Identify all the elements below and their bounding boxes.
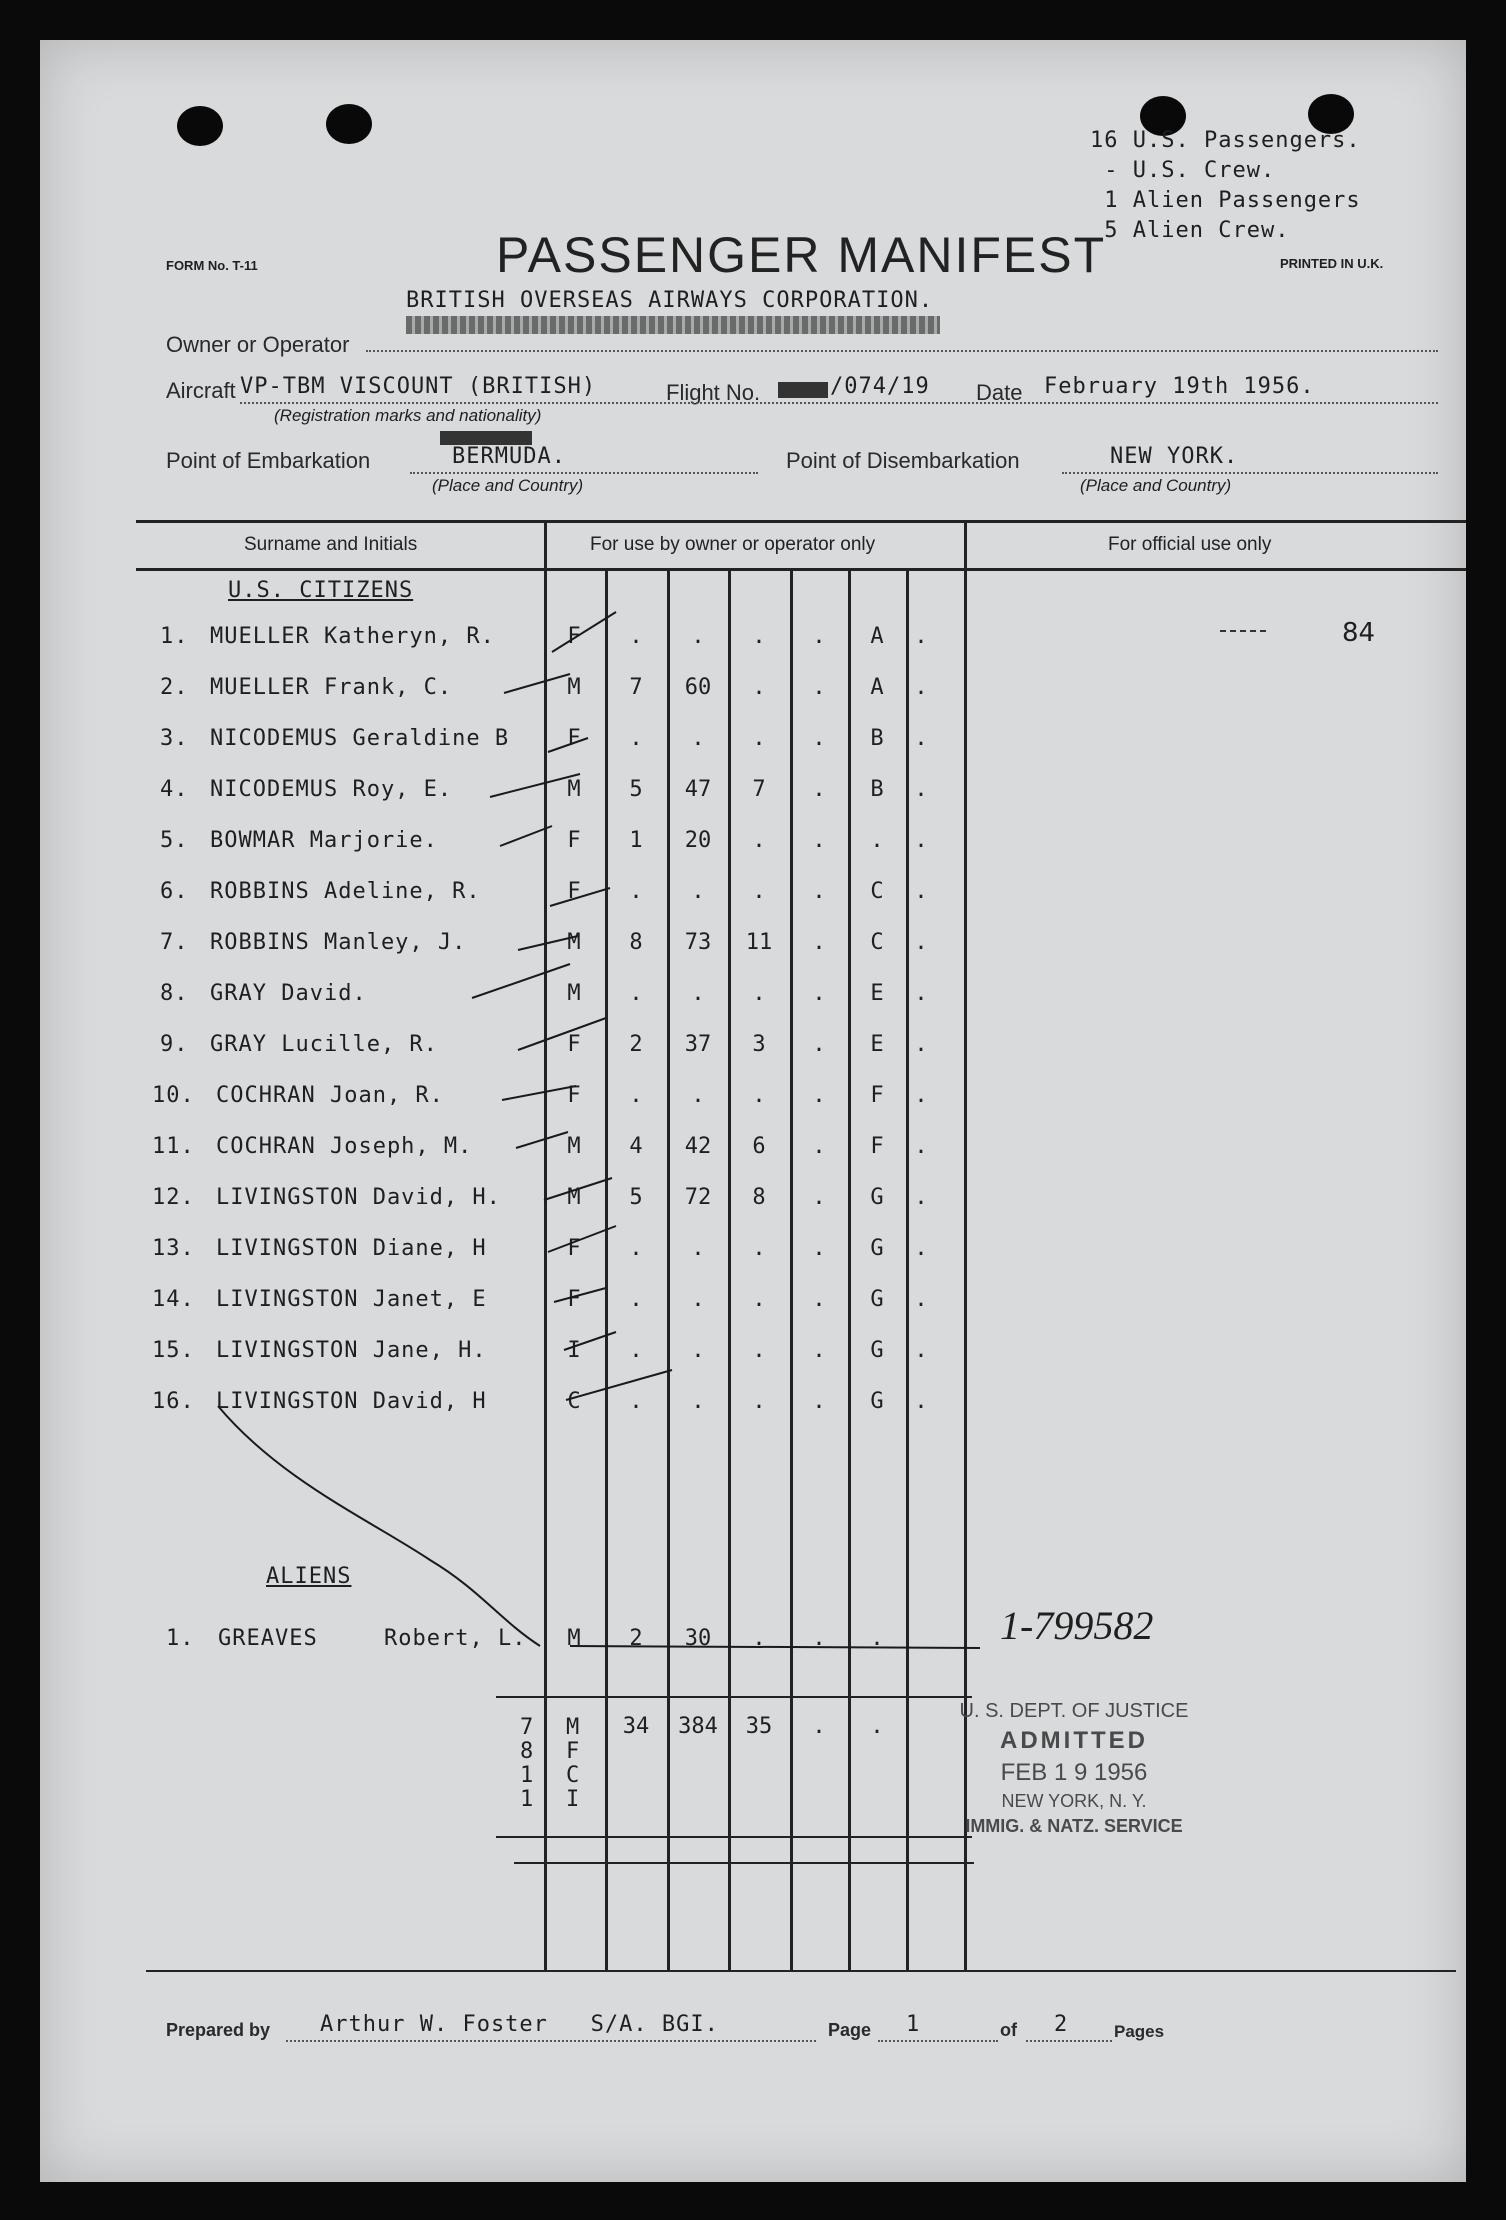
- page-label: Page: [828, 2020, 872, 2040]
- totals-bottom-rule: [496, 1836, 972, 1838]
- row-number: 6.: [160, 879, 189, 904]
- owner-value: BRITISH OVERSEAS AIRWAYS CORPORATION.: [406, 288, 934, 313]
- passenger-name: ROBBINS Adeline, R.: [210, 879, 481, 904]
- row-c1: .: [629, 981, 643, 1006]
- header-official-use: For official use only: [1108, 534, 1272, 555]
- count-label: U.S. Passengers.: [1132, 128, 1361, 153]
- row-c1: 8: [629, 930, 643, 955]
- row-grp: A: [870, 675, 884, 700]
- row-tick: .: [914, 1134, 928, 1159]
- row-c4: .: [812, 1185, 826, 1210]
- row-number: 1.: [160, 624, 189, 649]
- row-c2: 73: [684, 930, 712, 955]
- row-c3: .: [752, 879, 766, 904]
- row-number: 13.: [152, 1236, 195, 1261]
- alien-c1: 2: [629, 1626, 643, 1651]
- row-c2: 37: [684, 1032, 712, 1057]
- row-grp: G: [870, 1389, 884, 1414]
- embark-note: (Place and Country): [432, 476, 584, 495]
- row-sex: M: [567, 930, 581, 955]
- row-sex: M: [567, 675, 581, 700]
- section-aliens: ALIENS: [266, 1564, 352, 1589]
- alien-number: 1.: [166, 1626, 195, 1651]
- page-line: [878, 2040, 998, 2042]
- total-code: I: [566, 1787, 581, 1812]
- stamp-line: IMMIG. & NATZ. SERVICE: [965, 1816, 1183, 1836]
- alien-c2: 30: [684, 1626, 712, 1651]
- row-c3: 11: [745, 930, 773, 955]
- totals-codes: [566, 1716, 580, 1812]
- row-tick: .: [914, 828, 928, 853]
- row-tick: .: [914, 879, 928, 904]
- owner-label: Owner or Operator: [166, 332, 350, 357]
- row-c4: .: [812, 777, 826, 802]
- passenger-name: NICODEMUS Geraldine B: [210, 726, 510, 751]
- count-label: Alien Crew.: [1132, 218, 1290, 243]
- stamp-line: ADMITTED: [1000, 1727, 1148, 1754]
- total-c1: 34: [622, 1714, 650, 1739]
- row-tick: .: [914, 1287, 928, 1312]
- row-c1: 7: [629, 675, 643, 700]
- row-c4: .: [812, 726, 826, 751]
- embark-label: Point of Embarkation: [166, 448, 371, 473]
- row-c1: .: [629, 1236, 643, 1261]
- total-c4: .: [812, 1714, 826, 1739]
- flight-value: /074/19: [830, 374, 930, 399]
- row-c4: .: [812, 1236, 826, 1261]
- row-sex: I: [567, 1338, 581, 1363]
- row-number: 7.: [160, 930, 189, 955]
- row-c2: .: [691, 879, 705, 904]
- row-sex: M: [567, 777, 581, 802]
- row-c4: .: [812, 1338, 826, 1363]
- embark-value: BERMUDA.: [452, 444, 566, 469]
- stamp-line: FEB 1 9 1956: [1000, 1759, 1148, 1786]
- passenger-name: GRAY David.: [210, 981, 367, 1006]
- row-c3: 8: [752, 1185, 766, 1210]
- row-grp: .: [870, 828, 884, 853]
- row-sex: F: [567, 624, 581, 649]
- row-c3: .: [752, 675, 766, 700]
- row-c4: .: [812, 930, 826, 955]
- aircraft-note: (Registration marks and nationality): [274, 406, 542, 425]
- row-grp: B: [870, 777, 884, 802]
- row-c4: .: [812, 1032, 826, 1057]
- row-c1: .: [629, 879, 643, 904]
- row-grp: C: [870, 879, 884, 904]
- passenger-name: BOWMAR Marjorie.: [210, 828, 438, 853]
- row-sex: F: [567, 828, 581, 853]
- row-c4: .: [812, 1134, 826, 1159]
- row-c2: .: [691, 1083, 705, 1108]
- alien-given: Robert, L.: [384, 1626, 527, 1651]
- total-count: 7: [520, 1715, 535, 1740]
- total-code: F: [566, 1739, 581, 1764]
- row-tick: .: [914, 1032, 928, 1057]
- row-c1: .: [629, 624, 643, 649]
- row-c3: .: [752, 1083, 766, 1108]
- stamp-line: NEW YORK, N. Y.: [1001, 1791, 1147, 1811]
- row-c1: 5: [629, 777, 643, 802]
- row-tick: .: [914, 1389, 928, 1414]
- stamp-line: U. S. DEPT. OF JUSTICE: [959, 1700, 1189, 1722]
- row-tick: .: [914, 675, 928, 700]
- row-grp: G: [870, 1236, 884, 1261]
- row-number: 9.: [160, 1032, 189, 1057]
- row-c1: .: [629, 726, 643, 751]
- section-us-citizens: U.S. CITIZENS: [228, 578, 414, 603]
- passenger-name: MUELLER Katheryn, R.: [210, 624, 495, 649]
- row-sex: M: [567, 1185, 581, 1210]
- of-label: of: [1000, 2020, 1017, 2040]
- row-c1: .: [629, 1338, 643, 1363]
- passenger-name: LIVINGSTON Janet, E: [216, 1287, 487, 1312]
- header-surname: Surname and Initials: [244, 534, 418, 555]
- row-grp: B: [870, 726, 884, 751]
- pages-label: Pages: [1114, 2022, 1165, 2041]
- row-c3: 6: [752, 1134, 766, 1159]
- row-c3: .: [752, 1338, 766, 1363]
- row-tick: .: [914, 1236, 928, 1261]
- row-c2: .: [691, 1338, 705, 1363]
- row-c2: .: [691, 1389, 705, 1414]
- row-sex: F: [567, 1287, 581, 1312]
- alien-c4: .: [812, 1626, 826, 1651]
- prepared-label: Prepared by: [166, 2020, 271, 2040]
- row-c1: .: [629, 1083, 643, 1108]
- row-c3: .: [752, 828, 766, 853]
- row-c2: 20: [684, 828, 712, 853]
- totals-counts: [520, 1716, 534, 1812]
- row-tick: .: [914, 1083, 928, 1108]
- row-sex: C: [567, 1389, 581, 1414]
- form-number: FORM No. T-11: [166, 258, 258, 273]
- row-grp: C: [870, 930, 884, 955]
- row-grp: F: [870, 1134, 884, 1159]
- page-value: 1: [906, 2012, 921, 2037]
- passenger-name: LIVINGSTON Jane, H.: [216, 1338, 487, 1363]
- row-c3: .: [752, 726, 766, 751]
- totals-top-rule: [496, 1696, 972, 1698]
- row-number: 3.: [160, 726, 189, 751]
- row-c2: .: [691, 726, 705, 751]
- admission-stamp: [914, 1700, 1234, 1837]
- alien-c3: .: [752, 1626, 766, 1651]
- aircraft-label: Aircraft: [166, 378, 236, 403]
- row-c2: 42: [684, 1134, 712, 1159]
- row-c4: .: [812, 981, 826, 1006]
- passenger-name: LIVINGSTON David, H.: [216, 1185, 501, 1210]
- passenger-name: LIVINGSTON Diane, H: [216, 1236, 487, 1261]
- passenger-name: COCHRAN Joan, R.: [216, 1083, 444, 1108]
- row-c2: .: [691, 1287, 705, 1312]
- printed-in: PRINTED IN U.K.: [1280, 256, 1384, 271]
- row-c2: 47: [684, 777, 712, 802]
- row-sex: F: [567, 1236, 581, 1261]
- passenger-name: COCHRAN Joseph, M.: [216, 1134, 473, 1159]
- row-c4: .: [812, 828, 826, 853]
- row-tick: .: [914, 1185, 928, 1210]
- row-sex: F: [567, 879, 581, 904]
- aircraft-value: VP-TBM VISCOUNT (BRITISH): [240, 374, 597, 399]
- row-sex: M: [567, 981, 581, 1006]
- count-label: Alien Passengers: [1132, 188, 1361, 213]
- disembark-label: Point of Disembarkation: [786, 448, 1020, 473]
- row-c3: .: [752, 624, 766, 649]
- flight-label: Flight No.: [666, 380, 761, 405]
- row-number: 15.: [152, 1338, 195, 1363]
- total-code: M: [566, 1715, 581, 1740]
- official-mark: 84: [1342, 618, 1376, 648]
- row-c2: 60: [684, 675, 712, 700]
- total-count: 1: [520, 1787, 535, 1812]
- row-c1: .: [629, 1389, 643, 1414]
- passenger-name: ROBBINS Manley, J.: [210, 930, 467, 955]
- passenger-name: MUELLER Frank, C.: [210, 675, 453, 700]
- row-c4: .: [812, 1389, 826, 1414]
- totals-end-rule: [514, 1862, 974, 1864]
- row-c4: .: [812, 879, 826, 904]
- disembark-value: NEW YORK.: [1110, 444, 1239, 469]
- passenger-name: LIVINGSTON David, H: [216, 1389, 487, 1414]
- row-sex: M: [567, 1134, 581, 1159]
- row-tick: .: [914, 981, 928, 1006]
- row-grp: E: [870, 1032, 884, 1057]
- row-grp: G: [870, 1287, 884, 1312]
- row-sex: F: [567, 1083, 581, 1108]
- total-c2: 384: [678, 1714, 718, 1739]
- header-owner-use: For use by owner or operator only: [590, 534, 876, 555]
- row-c3: .: [752, 1236, 766, 1261]
- total-count: 1: [520, 1763, 535, 1788]
- row-number: 12.: [152, 1185, 195, 1210]
- of-value: 2: [1054, 2012, 1069, 2037]
- date-value: February 19th 1956.: [1044, 374, 1315, 399]
- row-tick: .: [914, 930, 928, 955]
- row-c4: .: [812, 675, 826, 700]
- row-number: 14.: [152, 1287, 195, 1312]
- row-c1: 1: [629, 828, 643, 853]
- check-marks: [40, 40, 1466, 2182]
- passenger-name: GRAY Lucille, R.: [210, 1032, 438, 1057]
- row-grp: F: [870, 1083, 884, 1108]
- row-c2: .: [691, 1236, 705, 1261]
- count-num: 16: [1090, 128, 1119, 153]
- row-c4: .: [812, 1287, 826, 1312]
- count-label: U.S. Crew.: [1132, 158, 1276, 183]
- total-code: C: [566, 1763, 581, 1788]
- date-label: Date: [976, 380, 1023, 405]
- passenger-name: NICODEMUS Roy, E.: [210, 777, 453, 802]
- row-grp: A: [870, 624, 884, 649]
- row-c3: 3: [752, 1032, 766, 1057]
- row-c4: .: [812, 624, 826, 649]
- of-line: [1026, 2040, 1112, 2042]
- row-number: 5.: [160, 828, 189, 853]
- row-c1: .: [629, 1287, 643, 1312]
- row-c1: 5: [629, 1185, 643, 1210]
- total-count: 8: [520, 1739, 535, 1764]
- row-grp: G: [870, 1185, 884, 1210]
- row-c3: .: [752, 1389, 766, 1414]
- row-number: 10.: [152, 1083, 195, 1108]
- row-sex: F: [567, 1032, 581, 1057]
- total-grp: .: [870, 1714, 884, 1739]
- row-c2: .: [691, 981, 705, 1006]
- row-number: 16.: [152, 1389, 195, 1414]
- alien-surname: GREAVES: [218, 1626, 318, 1651]
- row-number: 8.: [160, 981, 189, 1006]
- page-title: PASSENGER MANIFEST: [496, 227, 1107, 283]
- prepared-line: [286, 2040, 816, 2042]
- row-c3: .: [752, 1287, 766, 1312]
- row-c3: 7: [752, 777, 766, 802]
- row-sex: F: [567, 726, 581, 751]
- row-c4: .: [812, 1083, 826, 1108]
- row-c2: .: [691, 624, 705, 649]
- row-number: 11.: [152, 1134, 195, 1159]
- alien-grp: .: [870, 1626, 884, 1651]
- row-tick: .: [914, 624, 928, 649]
- row-tick: .: [914, 777, 928, 802]
- count-num: 1: [1104, 188, 1119, 213]
- row-number: 4.: [160, 777, 189, 802]
- manifest-sheet: [40, 40, 1466, 2182]
- total-c3: 35: [745, 1714, 773, 1739]
- row-c1: 2: [629, 1032, 643, 1057]
- row-c2: 72: [684, 1185, 712, 1210]
- row-grp: G: [870, 1338, 884, 1363]
- row-c3: .: [752, 981, 766, 1006]
- row-tick: .: [914, 726, 928, 751]
- row-number: 2.: [160, 675, 189, 700]
- disembark-note: (Place and Country): [1080, 476, 1232, 495]
- row-grp: E: [870, 981, 884, 1006]
- count-num: -: [1104, 158, 1119, 183]
- row-tick: .: [914, 1338, 928, 1363]
- prepared-value: Arthur W. Foster S/A. BGI.: [320, 2012, 719, 2037]
- count-num: 5: [1104, 218, 1119, 243]
- alien-official-number: 1-799582: [1000, 1603, 1154, 1648]
- alien-sex: M: [567, 1626, 581, 1651]
- row-c1: 4: [629, 1134, 643, 1159]
